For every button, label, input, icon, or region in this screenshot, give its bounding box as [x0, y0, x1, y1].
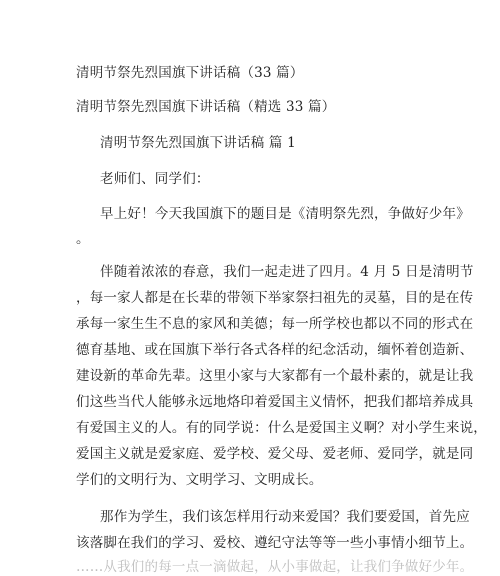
paragraph-3-line-cut: ……从我们的每一点一滴做起，从小事做起，让我们争做好少年。 — [76, 559, 474, 575]
paragraph-1-line: 早上好！今天我国旗下的题目是《清明祭先烈，争做好少年》 — [100, 206, 470, 222]
paragraph-3-line: 该落脚在我们的学习、爱校、遵纪守法等等一些小事情小细节上。 — [76, 535, 474, 551]
document-subheading: 清明节祭先烈国旗下讲话稿（精选 33 篇） — [76, 99, 336, 115]
paragraph-2-line: ，每一家人都是在长辈的带领下举家祭扫祖先的灵墓，目的是在传 — [76, 290, 474, 306]
paragraph-2-line: 伴随着浓浓的春意，我们一起走进了四月。4 月 5 日是清明节 — [100, 264, 474, 280]
paragraph-3-line: 那作为学生，我们该怎样用行动来爱国？我们要爱国，首先应 — [100, 509, 470, 525]
section-title: 清明节祭先烈国旗下讲话稿 篇 1 — [100, 135, 296, 151]
paragraph-2-line: 学们的文明行为、文明学习、文明成长。 — [76, 472, 323, 488]
salutation: 老师们、同学们： — [100, 171, 210, 187]
paragraph-2-line: 德育基地、或在国旗下举行各式各样的纪念活动，缅怀着创造新、 — [76, 342, 474, 358]
paragraph-2-line: 建设新的革命先辈。这里小家与大家都有一个最朴素的，就是让我 — [76, 368, 474, 384]
paragraph-1-line: 。 — [76, 231, 90, 247]
document-heading: 清明节祭先烈国旗下讲话稿（33 篇） — [76, 65, 304, 81]
paragraph-2-line: 们这些当代人能够永远地烙印着爱国主义情怀，把我们都培养成具 — [76, 394, 474, 410]
paragraph-2-line: 有爱国主义的人。有的同学说：什么是爱国主义啊？对小学生来说， — [76, 420, 487, 436]
paragraph-2-line: 承每一家生生不息的家风和美德；每一所学校也都以不同的形式在 — [76, 316, 474, 332]
paragraph-2-line: 爱国主义就是爱家庭、爱学校、爱父母、爱老师、爱同学，就是同 — [76, 446, 474, 462]
